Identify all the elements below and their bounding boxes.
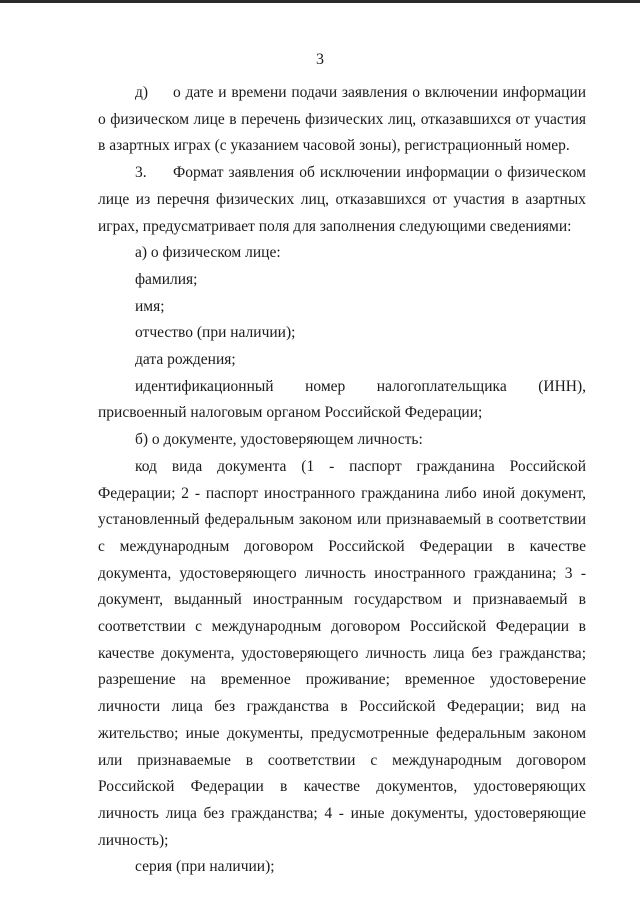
field-patronymic: отчество (при наличии);	[135, 324, 296, 342]
paragraph-3	[98, 160, 586, 240]
paragraph-b-heading: б) о документе, удостоверяющем личность:	[135, 431, 423, 449]
paragraph-text: о дате и времени подачи заявления о включении информации о физическом лице в перечень физических лиц, отказавшихся от участия в азартных играх (с указанием часовой зоны), регистрационный номер.	[98, 84, 586, 155]
paragraph-marker: 3.	[135, 164, 147, 182]
field-series: серия (при наличии);	[135, 858, 275, 876]
page-number: 3	[316, 51, 324, 68]
paragraph-text: Формат заявления об исключении информации о физическом лице из перечня физических лиц, отказавшихся от участия в азартных играх, предусматривает поля для заполнения следующими сведениями:	[98, 164, 586, 235]
field-birth-date: дата рождения;	[135, 351, 236, 369]
field-document-type-code: код вида документа (1 - паспорт гражданина Российской Федерации; 2 - паспорт иностранного гражданина либо иной документ, установленный федеральным законом или признаваемый в соответствии с международным договором Российской Федерации в качестве документа, удостоверяющего личность иностранного гражданина; 3 - документ, выданный иностранным государством и признаваемый в соответствии с международным договором Российской Федерации в качестве документа, удостоверяющего личность лица без гражданства; разрешение на временное проживание; временное удостоверение личности лица без гражданства в Российской Федерации; вид на жительство; иные документы, предусмотренные федеральным законом или признаваемые в соответствии с международным договором Российской Федерации в качестве документов, удостоверяющих личность лица без гражданства; 4 - иные документы, удостоверяющие личность);	[98, 457, 586, 849]
paragraph-marker: д)	[135, 84, 149, 101]
paragraph-a-heading: а) о физическом лице:	[135, 244, 281, 262]
field-surname: фамилия;	[135, 270, 198, 288]
field-name: имя;	[135, 297, 165, 315]
document-body	[98, 80, 586, 881]
paragraph-d	[98, 80, 586, 160]
top-border-line	[0, 0, 640, 3]
field-inn: идентификационный номер налогоплательщика (ИНН), присвоенный налоговым органом Российской Федерации;	[98, 377, 586, 422]
